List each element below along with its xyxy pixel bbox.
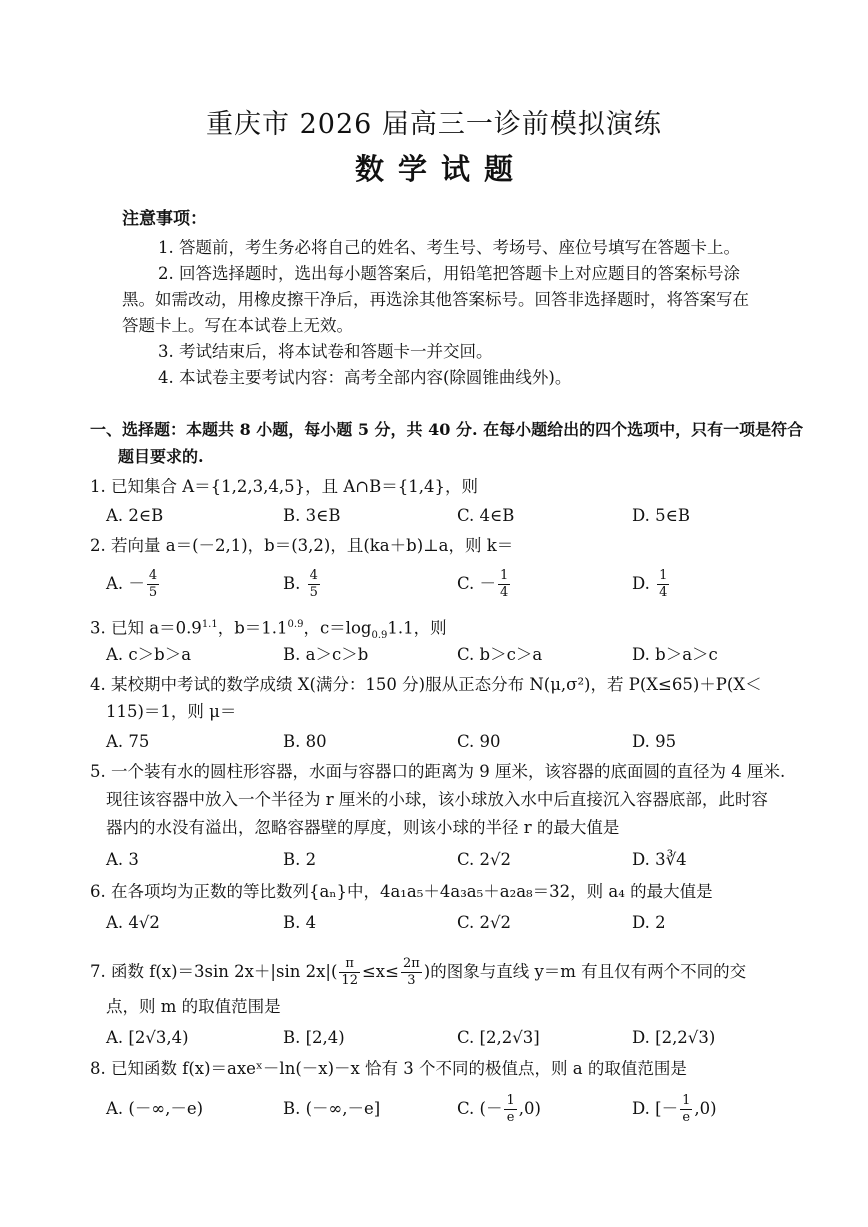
notice-heading: 注意事项： <box>122 209 207 229</box>
q5-option-d: D. 3∛4 <box>632 850 687 869</box>
numerator: 4 <box>309 568 318 583</box>
section-heading: 一、选择题：本题共 8 小题，每小题 5 分，共 40 分. 在每小题给出的四个选项中，只有一项是符合 <box>90 420 804 439</box>
notice-item: 4. 本试卷主要考试内容：高考全部内容(除圆锥曲线外)。 <box>158 368 572 387</box>
stem-part: 7. 函数 f(x)＝3sin 2x＋|sin 2x|( <box>90 962 338 981</box>
fraction <box>657 568 669 601</box>
fraction <box>147 568 159 601</box>
q1-option-c: C. 4∈B <box>457 506 515 525</box>
q1-option-d: D. 5∈B <box>632 506 690 525</box>
option-tail: ,0) <box>694 1099 717 1118</box>
notice-item: 黑。如需改动，用橡皮擦干净后，再选涂其他答案标号。回答非选择题时，将答案写在 <box>122 290 749 309</box>
q8-option-a: A. (－∞,－e) <box>106 1099 204 1118</box>
option-label: B. <box>283 574 306 593</box>
numerator: 2π <box>402 956 420 971</box>
exam-title: 重庆市 2026 届高三一诊前模拟演练 <box>206 109 662 140</box>
stem-part: ，b＝1.1 <box>217 618 288 638</box>
notice-item: 答题卡上。写在本试卷上无效。 <box>122 316 353 335</box>
exponent: 1.1 <box>201 619 218 630</box>
option-label: C. (－ <box>457 1099 503 1118</box>
numerator: 1 <box>506 1093 515 1108</box>
denominator: 4 <box>500 585 509 600</box>
question-5-stem-cont: 器内的水没有溢出，忽略容器壁的厚度，则该小球的半径 r 的最大值是 <box>106 818 620 837</box>
q2-option-d <box>632 568 671 601</box>
fraction <box>680 1093 692 1126</box>
q6-option-d: D. 2 <box>632 913 666 932</box>
q4-option-d: D. 95 <box>632 732 677 751</box>
q1-option-a: A. 2∈B <box>106 506 164 525</box>
q7-option-b: B. [2,4) <box>283 1028 345 1047</box>
q8-option-d <box>632 1092 717 1126</box>
q4-option-c: C. 90 <box>457 732 501 751</box>
q8-option-c <box>457 1092 541 1126</box>
numerator: 1 <box>659 568 668 583</box>
fraction <box>401 956 422 989</box>
q8-option-b: B. (－∞,－e] <box>283 1099 381 1118</box>
exponent: 0.9 <box>287 619 304 630</box>
stem-part: ，c＝log <box>303 618 372 638</box>
q5-option-a: A. 3 <box>106 850 139 869</box>
question-1-stem: 1. 已知集合 A＝{1,2,3,4,5}，且 A∩B＝{1,4}，则 <box>90 477 478 496</box>
q4-option-b: B. 80 <box>283 732 327 751</box>
q6-option-a: A. 4√2 <box>106 913 160 932</box>
denominator: 5 <box>309 585 318 600</box>
q2-option-c <box>457 568 512 601</box>
option-label: A. － <box>106 574 145 593</box>
option-tail: ,0) <box>518 1099 541 1118</box>
option-label: D. [－ <box>632 1099 679 1118</box>
exam-subtitle: 数学试题 <box>354 152 527 186</box>
question-5-stem-cont: 现往该容器中放入一个半径为 r 厘米的小球，该小球放入水中后直接沉入容器底部，此时容 <box>106 790 768 809</box>
question-4-stem: 4. 某校期中考试的数学成绩 X(满分：150 分)服从正态分布 N(μ,σ²)，若 P(X≤65)＋P(X＜ <box>90 675 762 694</box>
fraction <box>308 568 320 601</box>
q5-option-c: C. 2√2 <box>457 850 512 869</box>
q7-option-c: C. [2,2√3] <box>457 1028 540 1047</box>
option-label: C. － <box>457 574 497 593</box>
fraction <box>504 1093 516 1126</box>
q3-option-a: A. c＞b＞a <box>106 645 192 664</box>
stem-part: 3. 已知 a＝0.9 <box>90 618 202 638</box>
question-4-stem-cont: 115)＝1，则 μ＝ <box>106 702 237 721</box>
denominator: 5 <box>148 585 158 600</box>
question-8-stem: 8. 已知函数 f(x)＝axeˣ－ln(－x)－x 恰有 3 个不同的极值点，则 a 的取值范围是 <box>90 1059 687 1078</box>
notice-item: 3. 考试结束后，将本试卷和答题卡一并交回。 <box>158 342 493 361</box>
q3-option-b: B. a＞c＞b <box>283 645 369 664</box>
denominator: 3 <box>407 973 416 988</box>
numerator: 1 <box>500 568 509 583</box>
section-heading-cont: 题目要求的. <box>118 447 204 466</box>
numerator: 1 <box>682 1093 691 1108</box>
q2-option-a <box>106 568 161 601</box>
q5-option-b: B. 2 <box>283 850 317 869</box>
stem-part: )的图象与直线 y＝m 有且仅有两个不同的交 <box>423 962 747 981</box>
denominator: 4 <box>659 585 668 600</box>
notice-item: 2. 回答选择题时，选出每小题答案后，用铅笔把答题卡上对应题目的答案标号涂 <box>158 264 740 283</box>
question-6-stem: 6. 在各项均为正数的等比数列{aₙ}中，4a₁a₅＋4a₃a₅＋a₂a₈＝32，则 a₄ 的最大值是 <box>90 882 713 901</box>
q4-option-a: A. 75 <box>106 732 150 751</box>
question-7-stem-cont: 点，则 m 的取值范围是 <box>106 997 281 1016</box>
question-3-stem <box>90 614 447 647</box>
fraction <box>339 956 360 989</box>
denominator: 12 <box>341 973 358 988</box>
q6-option-b: B. 4 <box>283 913 317 932</box>
stem-part: 1.1，则 <box>387 618 447 638</box>
numerator: 4 <box>148 568 158 583</box>
fraction <box>498 568 510 601</box>
q2-option-b <box>283 568 322 601</box>
denominator: e <box>682 1110 691 1125</box>
denominator: e <box>506 1110 515 1125</box>
question-7-stem <box>90 952 746 992</box>
stem-part: ≤x≤ <box>361 962 399 981</box>
option-label: D. <box>632 574 656 593</box>
q7-option-a: A. [2√3,4) <box>106 1028 189 1047</box>
q1-option-b: B. 3∈B <box>283 506 341 525</box>
q7-option-d: D. [2,2√3) <box>632 1028 716 1047</box>
notice-item: 1. 答题前，考生务必将自己的姓名、考生号、考场号、座位号填写在答题卡上。 <box>158 238 740 257</box>
question-2-stem: 2. 若向量 a＝(－2,1)，b＝(3,2)，且(ka＋b)⊥a，则 k＝ <box>90 536 514 555</box>
q3-option-c: C. b＞c＞a <box>457 645 543 664</box>
q6-option-c: C. 2√2 <box>457 913 512 932</box>
question-5-stem: 5. 一个装有水的圆柱形容器，水面与容器口的距离为 9 厘米，该容器的底面圆的直径为 4 厘米. <box>90 762 786 781</box>
numerator: π <box>339 956 360 973</box>
log-base: 0.9 <box>371 629 388 641</box>
q3-option-d: D. b＞a＞c <box>632 645 718 664</box>
